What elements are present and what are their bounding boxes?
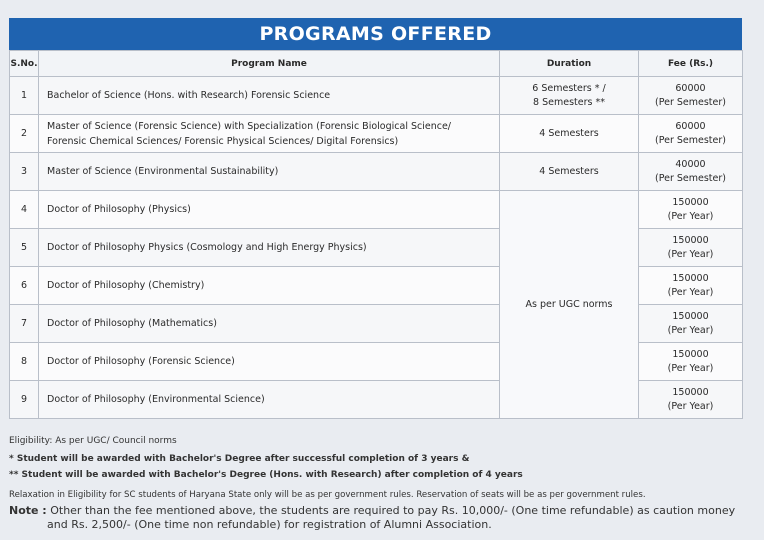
program-cell: [39, 115, 500, 153]
fee-period: (Per Year): [667, 286, 714, 298]
eligibility-text: Eligibility: As per UGC/ Council norms: [9, 436, 177, 446]
table-row: [10, 191, 743, 229]
fee-period: (Per Semester): [655, 96, 726, 108]
program-line: Master of Science (Forensic Science) with Specialization (Forensic Biological Science/: [47, 120, 452, 132]
fee-cell: [639, 229, 743, 267]
program-cell: Doctor of Philosophy (Forensic Science): [39, 343, 500, 381]
program-cell: Doctor of Philosophy (Physics): [39, 191, 500, 229]
table-row: [10, 153, 743, 191]
fee-amount: 150000: [672, 310, 709, 322]
fee-period: (Per Year): [667, 324, 714, 336]
sno-cell: 6: [10, 267, 39, 305]
duration-line: 6 Semesters * /: [532, 82, 606, 94]
note-label: Note :: [9, 504, 47, 517]
footnote-hons-text: ** Student will be awarded with Bachelor's Degree (Hons. with Research) after completion of 4 years: [9, 470, 523, 480]
column-header-program: Program Name: [39, 51, 500, 77]
duration-line: 8 Semesters **: [533, 96, 605, 108]
relaxation-text: Relaxation in Eligibility for SC students of Haryana State only will be as per government rules. Reservation of seats will be as per government rules.: [9, 490, 646, 500]
note-block: [9, 504, 735, 532]
note-line1: Other than the fee mentioned above, the students are required to pay Rs. 10,000/- (One time refundable) as caution money: [50, 504, 736, 517]
fee-period: (Per Semester): [655, 134, 726, 146]
program-cell: Master of Science (Environmental Sustainability): [39, 153, 500, 191]
column-header-duration: Duration: [500, 51, 639, 77]
fee-period: (Per Year): [667, 248, 714, 260]
fee-amount: 150000: [672, 272, 709, 284]
fee-amount: 150000: [672, 386, 709, 398]
footnote-bachelor-text: * Student will be awarded with Bachelor's Degree after successful completion of 3 years &: [9, 454, 470, 464]
column-header-fee: Fee (Rs.): [639, 51, 743, 77]
fee-period: (Per Year): [667, 362, 714, 374]
table-header-row: [10, 51, 743, 77]
fee-amount: 40000: [675, 158, 706, 170]
fee-cell: [639, 115, 743, 153]
fee-cell: [639, 267, 743, 305]
duration-cell: 4 Semesters: [500, 115, 639, 153]
program-cell: Doctor of Philosophy (Chemistry): [39, 267, 500, 305]
table-row: [10, 77, 743, 115]
programs-table: [9, 50, 743, 419]
fee-period: (Per Year): [667, 210, 714, 222]
duration-cell: 4 Semesters: [500, 153, 639, 191]
page-title: PROGRAMS OFFERED: [9, 18, 742, 50]
column-header-sno: S.No.: [10, 51, 39, 77]
footnote-hons: [9, 470, 523, 480]
program-cell: Doctor of Philosophy (Mathematics): [39, 305, 500, 343]
sno-cell: 2: [10, 115, 39, 153]
program-line: Forensic Chemical Sciences/ Forensic Physical Sciences/ Digital Forensics): [47, 135, 399, 147]
program-cell: Doctor of Philosophy Physics (Cosmology and High Energy Physics): [39, 229, 500, 267]
sno-cell: 5: [10, 229, 39, 267]
sno-cell: 4: [10, 191, 39, 229]
fee-amount: 150000: [672, 234, 709, 246]
phd-duration-cell: As per UGC norms: [500, 191, 639, 419]
fee-cell: [639, 191, 743, 229]
sno-cell: 8: [10, 343, 39, 381]
sno-cell: 3: [10, 153, 39, 191]
fee-period: (Per Semester): [655, 172, 726, 184]
fee-amount: 60000: [675, 82, 706, 94]
table-row: [10, 115, 743, 153]
fee-cell: [639, 77, 743, 115]
fee-cell: [639, 381, 743, 419]
program-cell: Doctor of Philosophy (Environmental Science): [39, 381, 500, 419]
program-cell: Bachelor of Science (Hons. with Research) Forensic Science: [39, 77, 500, 115]
fee-amount: 150000: [672, 348, 709, 360]
fee-cell: [639, 343, 743, 381]
fee-period: (Per Year): [667, 400, 714, 412]
sno-cell: 1: [10, 77, 39, 115]
fee-cell: [639, 305, 743, 343]
sno-cell: 7: [10, 305, 39, 343]
sno-cell: 9: [10, 381, 39, 419]
duration-cell: [500, 77, 639, 115]
footnote-bachelor: [9, 454, 469, 464]
note-first-line: [9, 504, 735, 518]
fee-amount: 60000: [675, 120, 706, 132]
fee-cell: [639, 153, 743, 191]
fee-amount: 150000: [672, 196, 709, 208]
note-line2: and Rs. 2,500/- (One time non refundable) for registration of Alumni Association.: [47, 518, 492, 531]
